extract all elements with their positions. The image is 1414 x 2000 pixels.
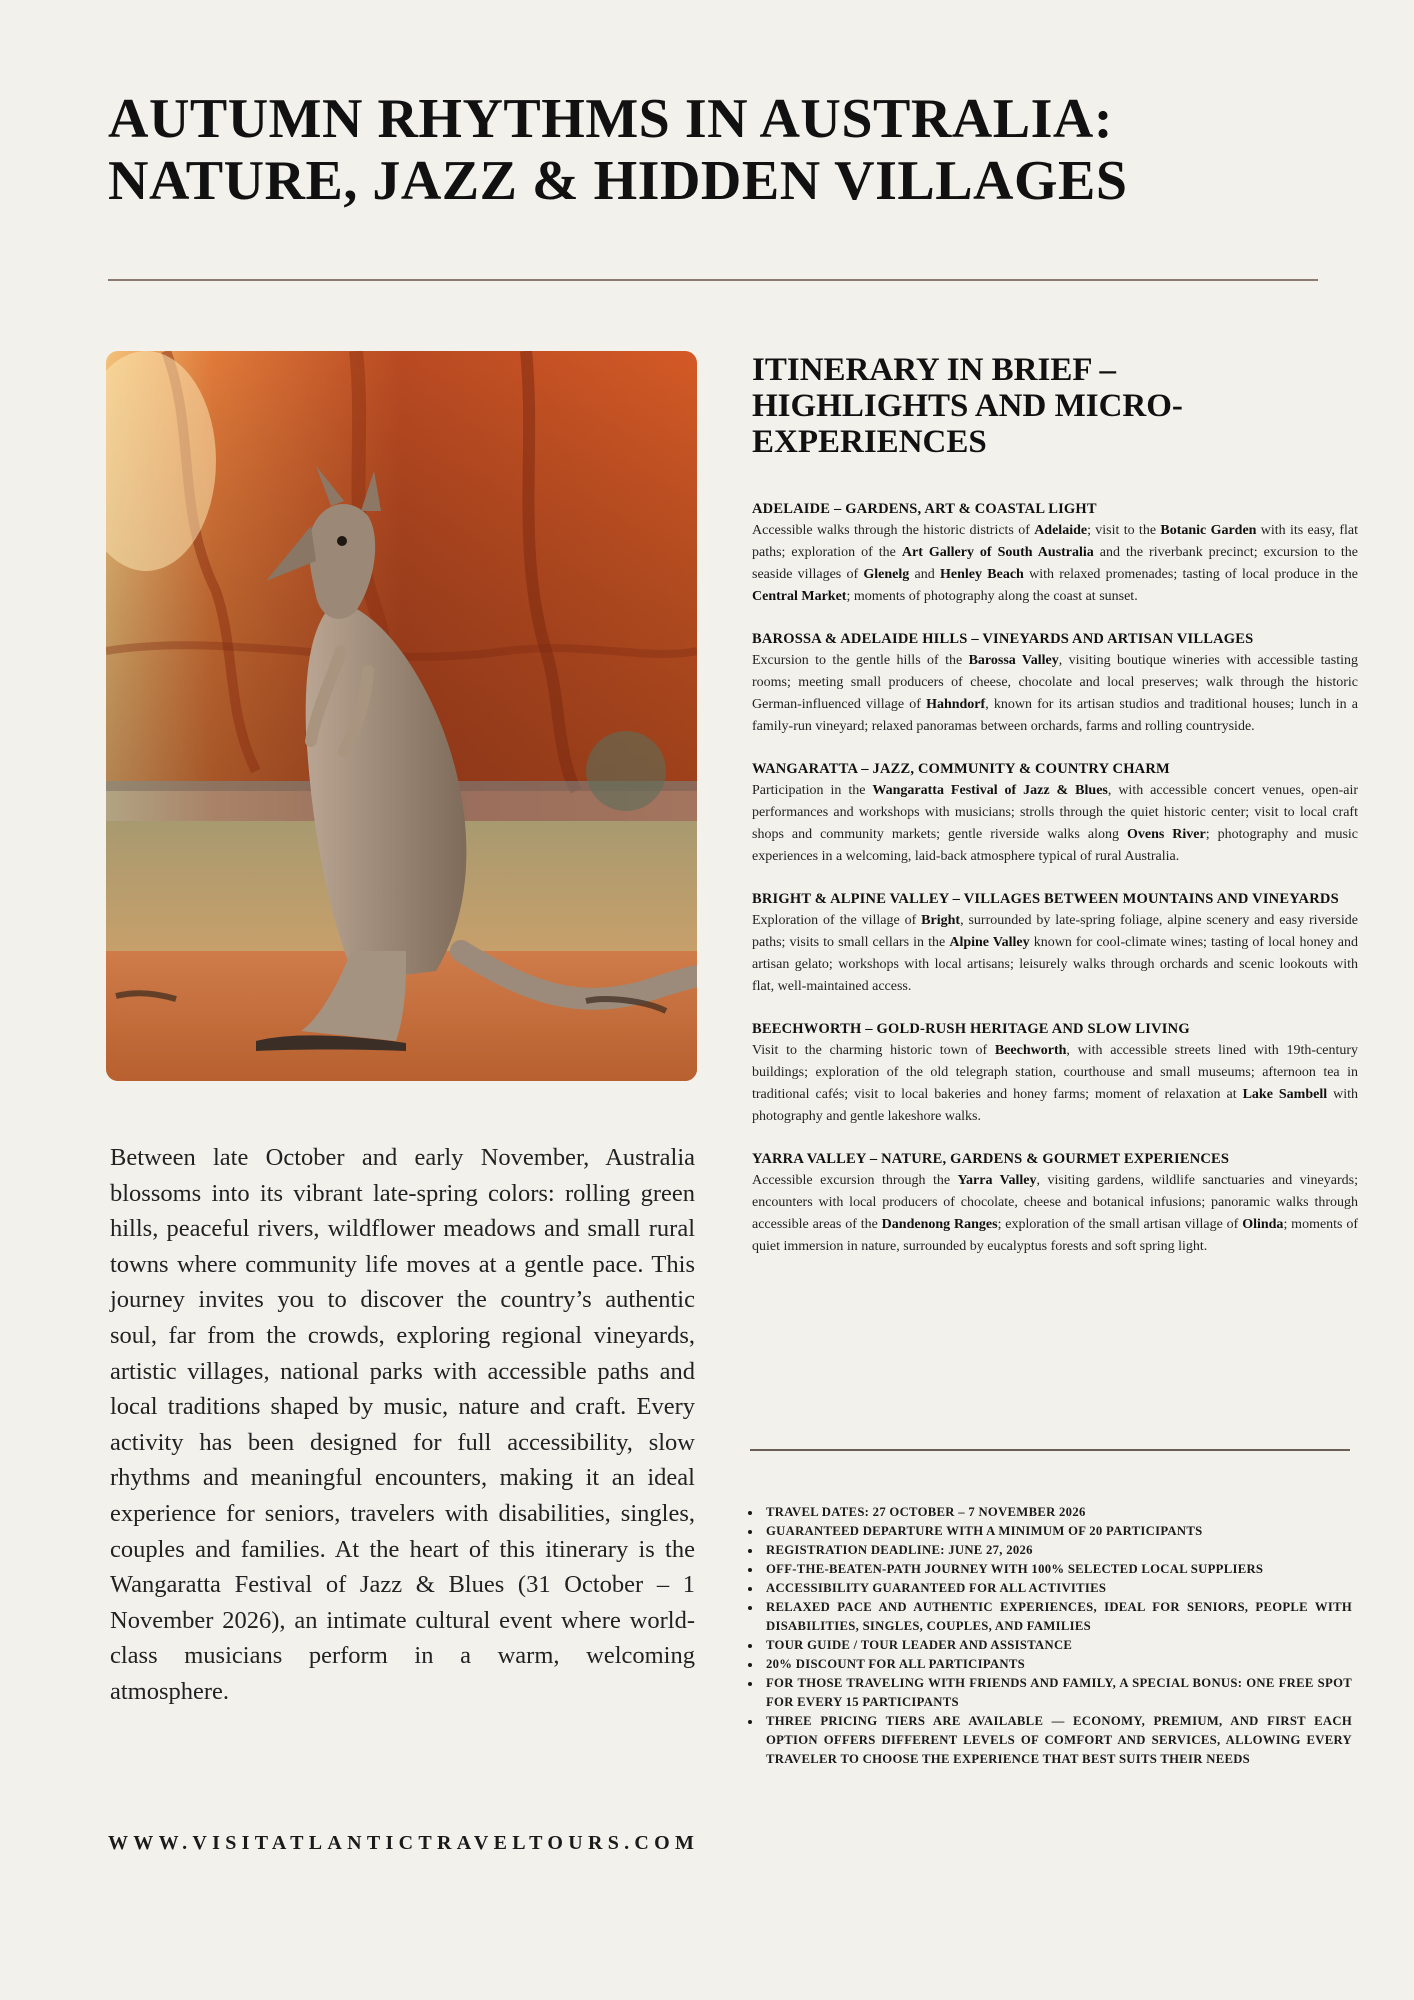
body-text: Accessible walks through the historic districts of xyxy=(752,523,1035,538)
trip-fact-item: • THREE PRICING TIERS ARE AVAILABLE — ECONOMY, PREMIUM, AND FIRST EACH OPTION OFFERS DIFFERENT LEVELS OF COMFORT AND SERVICES, ALLOWING EVERY TRAVELER TO CHOOSE THE EXPERIENCE THAT BEST SUITS THEIR NEEDS xyxy=(762,1712,1352,1769)
trip-facts-list xyxy=(744,1503,1352,1769)
highlighted-place: Wangaratta Festival of Jazz & Blues xyxy=(872,783,1108,798)
top-divider xyxy=(108,279,1318,281)
highlighted-place: Bright xyxy=(921,913,961,928)
highlighted-place: Alpine Valley xyxy=(949,935,1030,950)
itinerary-column xyxy=(752,352,1358,1278)
itinerary-section-body xyxy=(752,650,1358,738)
itinerary-section-heading: WANGARATTA – JAZZ, COMMUNITY & COUNTRY CHARM xyxy=(752,761,1170,777)
intro-paragraph: Between late October and early November, Australia blossoms into its vibrant late-spring colors: rolling green hills, peaceful rivers, wildflower meadows and small rural towns where community life moves at a gentle pace. This journey invites you to discover the country’s authentic soul, far from the crowds, exploring regional vineyards, artistic villages, national parks with accessible paths and local traditions shaped by music, nature and craft. Every activity has been designed for full accessibility, slow rhythms and meaningful encounters, making it an ideal experience for seniors, travelers with disabilities, singles, couples and families. At the heart of this itinerary is the Wangaratta Festival of Jazz & Blues (31 October – 1 November 2026), an intimate cultural event where world-class musicians perform in a warm, welcoming atmosphere. xyxy=(110,1144,695,1705)
body-text: with its easy, flat paths; exploration of the xyxy=(752,523,1358,560)
website-url[interactable]: WWW.VISITATLANTICTRAVELTOURS.COM xyxy=(108,1832,700,1854)
itinerary-section xyxy=(752,1148,1358,1258)
itinerary-title-line-1: ITINERARY IN BRIEF – xyxy=(752,352,1117,388)
body-text: and the riverbank precinct; excursion to the seaside villages of xyxy=(752,545,1358,582)
itinerary-section-body xyxy=(752,910,1358,998)
highlighted-place: Henley Beach xyxy=(940,567,1024,582)
page-title-line-2: NATURE, JAZZ & HIDDEN VILLAGES xyxy=(108,150,1128,212)
highlighted-place: Ovens River xyxy=(1126,827,1206,842)
body-text: , visiting gardens, wildlife sanctuaries and vineyards; encounters with local producers of chocolate, cheese and botanical infusions; panoramic walks through accessible areas of the xyxy=(752,1173,1358,1232)
trip-fact-item: • REGISTRATION DEADLINE: JUNE 27, 2026 xyxy=(762,1541,1352,1560)
kangaroo-photo xyxy=(106,351,697,1081)
body-text: ; visit to the xyxy=(1087,523,1161,538)
itinerary-section-heading: BAROSSA & ADELAIDE HILLS – VINEYARDS AND ARTISAN VILLAGES xyxy=(752,631,1254,647)
body-text: with photography and gentle lakeshore walks. xyxy=(752,1087,1358,1124)
kangaroo-illustration xyxy=(106,351,697,1081)
trip-fact-item: • OFF-THE-BEATEN-PATH JOURNEY WITH 100% SELECTED LOCAL SUPPLIERS xyxy=(762,1560,1352,1579)
trip-fact-item: • TOUR GUIDE / TOUR LEADER AND ASSISTANCE xyxy=(762,1636,1352,1655)
itinerary-section-body xyxy=(752,780,1358,868)
itinerary-section-heading: BEECHWORTH – GOLD-RUSH HERITAGE AND SLOW LIVING xyxy=(752,1021,1190,1037)
itinerary-title-line-2: HIGHLIGHTS AND MICRO- xyxy=(752,388,1183,424)
body-text: Visit to the charming historic town of xyxy=(752,1043,995,1058)
trip-fact-item: • GUARANTEED DEPARTURE WITH A MINIMUM OF 20 PARTICIPANTS xyxy=(762,1522,1352,1541)
highlighted-place: Botanic Garden xyxy=(1160,523,1257,538)
page-title xyxy=(108,88,1328,212)
trip-fact-item: • RELAXED PACE AND AUTHENTIC EXPERIENCES, IDEAL FOR SENIORS, PEOPLE WITH DISABILITIES, SINGLES, COUPLES, AND FAMILIES xyxy=(762,1598,1352,1636)
itinerary-section-heading: YARRA VALLEY – NATURE, GARDENS & GOURMET EXPERIENCES xyxy=(752,1151,1230,1167)
middle-divider xyxy=(750,1449,1350,1451)
body-text: Excursion to the gentle hills of the xyxy=(752,653,969,668)
highlighted-place: Hahndorf xyxy=(926,697,986,712)
itinerary-section-heading: BRIGHT & ALPINE VALLEY – VILLAGES BETWEEN MOUNTAINS AND VINEYARDS xyxy=(752,891,1339,907)
body-text: ; photography and music experiences in a welcoming, laid-back atmosphere typical of rural Australia. xyxy=(752,827,1359,864)
itinerary-section xyxy=(752,498,1358,608)
body-text: , surrounded by late-spring foliage, alpine scenery and easy riverside paths; visits to small cellars in the xyxy=(752,913,1358,950)
highlighted-place: Glenelg xyxy=(863,567,910,582)
trip-fact-item: • TRAVEL DATES: 27 OCTOBER – 7 NOVEMBER 2026 xyxy=(762,1503,1352,1522)
highlighted-place: Olinda xyxy=(1242,1217,1284,1232)
highlighted-place: Art Gallery of South Australia xyxy=(901,545,1094,560)
body-text: Participation in the xyxy=(752,783,873,798)
body-text: ; exploration of the small artisan village of xyxy=(997,1217,1243,1232)
itinerary-section xyxy=(752,1018,1358,1128)
itinerary-section xyxy=(752,888,1358,998)
itinerary-section xyxy=(752,758,1358,868)
itinerary-section xyxy=(752,628,1358,738)
highlighted-place: Central Market xyxy=(752,589,847,604)
body-text: with relaxed promenades; tasting of local produce in the xyxy=(1023,567,1359,582)
body-text: ; moments of photography along the coast at sunset. xyxy=(846,589,1138,604)
itinerary-title xyxy=(752,352,1358,460)
body-text: known for cool-climate wines; tasting of local honey and artisan gelato; workshops with local artisans; leisurely walks through orchards and scenic lookouts with flat, well-maintained access. xyxy=(752,935,1358,994)
body-text: , known for its artisan studios and traditional houses; lunch in a family-run vineyard; relaxed panoramas between orchards, farms and rolling countryside. xyxy=(752,697,1358,734)
body-text: , with accessible streets lined with 19th-century buildings; exploration of the old telegraph station, courthouse and small museums; afternoon tea in traditional cafés; visit to local bakeries and honey farms; moment of relaxation at xyxy=(752,1043,1358,1102)
highlighted-place: Dandenong Ranges xyxy=(881,1217,998,1232)
body-text: , with accessible concert venues, open-air performances and workshops with musicians; strolls through the quiet historic center; visit to local craft shops and community markets; gentle riverside walks along xyxy=(752,783,1359,842)
itinerary-section-body xyxy=(752,1040,1358,1128)
itinerary-section-body xyxy=(752,1170,1358,1258)
itinerary-title-line-3: EXPERIENCES xyxy=(752,424,987,460)
highlighted-place: Beechworth xyxy=(994,1043,1067,1058)
body-text: , visiting boutique wineries with accessible tasting rooms; meeting small producers of cheese, chocolate and local preserves; walk through the historic German-influenced village of xyxy=(752,653,1358,712)
itinerary-section-body xyxy=(752,520,1358,608)
highlighted-place: Barossa Valley xyxy=(968,653,1059,668)
trip-fact-item: • 20% DISCOUNT FOR ALL PARTICIPANTS xyxy=(762,1655,1352,1674)
body-text: ; moments of quiet immersion in nature, surrounded by eucalyptus forests and soft spring light. xyxy=(752,1217,1359,1254)
body-text: Exploration of the village of xyxy=(752,913,922,928)
highlighted-place: Adelaide xyxy=(1034,523,1088,538)
body-text: Accessible excursion through the xyxy=(752,1173,958,1188)
body-text: and xyxy=(909,567,941,582)
highlighted-place: Yarra Valley xyxy=(957,1173,1037,1188)
itinerary-section-heading: ADELAIDE – GARDENS, ART & COASTAL LIGHT xyxy=(752,501,1097,517)
itinerary-sections xyxy=(752,498,1358,1258)
trip-fact-item: • ACCESSIBILITY GUARANTEED FOR ALL ACTIVITIES xyxy=(762,1579,1352,1598)
highlighted-place: Lake Sambell xyxy=(1242,1087,1328,1102)
trip-fact-item: • FOR THOSE TRAVELING WITH FRIENDS AND FAMILY, A SPECIAL BONUS: ONE FREE SPOT FOR EVERY 15 PARTICIPANTS xyxy=(762,1674,1352,1712)
page-title-line-1: AUTUMN RHYTHMS IN AUSTRALIA: xyxy=(108,88,1113,150)
